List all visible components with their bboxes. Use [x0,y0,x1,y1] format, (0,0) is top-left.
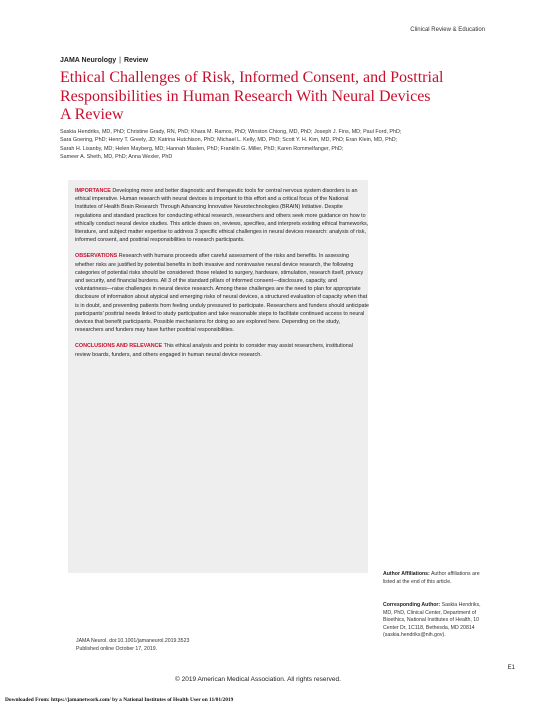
corresponding-label: Corresponding Author: [383,602,441,608]
title-line-2: Responsibilities in Human Research With Neural Devices [60,87,431,105]
affiliations-text: Author affiliations are listed at the end of this article. [383,571,480,585]
author-list [60,128,490,161]
author-line: Sameer A. Sheth, MD, PhD; Anna Wexler, PhD [60,153,173,160]
importance-label: IMPORTANCE [75,188,111,194]
section-label: Clinical Review & Education [410,27,485,33]
abstract-conclusions [75,342,369,358]
affiliations-label: Author Affiliations: [383,571,430,577]
download-notice: Downloaded From: https://jamanetwork.com/ by a National Institutes of Health User on 11/01/2019 [5,697,234,703]
conclusions-text: This ethical analysis and points to consider may assist researchers, institutional review boards, funders, and others engaged in human neural device research. [75,343,353,358]
article-title [60,69,480,125]
abstract-observations [75,252,369,334]
article-type: Review [123,57,149,64]
citation-block [76,638,276,653]
doi-line[interactable]: JAMA Neurol. doi:10.1001/jamaneurol.2019.3523 [76,638,190,644]
published-line: Published online October 17, 2019. [76,645,158,652]
journal-name: JAMA Neurology [60,57,117,64]
title-line-3: A Review [60,106,124,123]
observations-label: OBSERVATIONS [75,253,118,260]
corresponding-text[interactable]: Saskia Hendriks, MD, PhD, Clinical Center, Department of Bioethics, National Institutes of Health, 10 Center Dr, 1C118, Bethesda, MD 20814 (saskia.hendriks@nih.gov). [383,602,481,639]
journal-kicker [60,57,148,64]
abstract-text [75,187,369,367]
author-affiliations [383,571,483,586]
author-line: Sara Goering, PhD; Henry T. Greely, JD; Katrina Hutchison, PhD; Michael L. Kelly, MD, PhD; Scott Y. H. Kim, MD, PhD; Eran Klein, MD, PhD; [60,137,398,144]
abstract-importance [75,187,369,244]
abstract-box [68,180,368,573]
title-line-1: Ethical Challenges of Risk, Informed Consent, and Posttrial [60,69,444,86]
importance-text: Developing more and better diagnostic and therapeutic tools for central nervous system disorders is an ethical imperative. Human research with neural devices is important to this effort and a critical focus of the National Institutes of Health Brain Research Through Advancing Innovative Neurotechnologies (BRAIN) Initiative. Despite regulations and standard practices for conducting ethical research, researchers and others seek more guidance on how to ethically conduct neural device studies. This article draws on, reviews, specifies, and interprets existing ethical frameworks, literature, and subject matter expertise to address 3 specific ethical challenges in neural devices research: analysis of risk, informed consent, and posttrial responsibilities to research participants. [75,188,369,244]
author-line: Saskia Hendriks, MD, PhD; Christine Grady, RN, PhD; Khara M. Ramos, PhD; Winston Chiong, MD, PhD; Joseph J. Fins, MD; Paul Ford, PhD; [60,129,402,135]
observations-text: Research with humans proceeds after careful assessment of the risks and benefits. In assessing whether risks are justified by potential benefits in both invasive and noninvasive neural device research, the following categories of potential risks should be considered: those related to surgery, hardware, stimulation, research itself, privacy and security, and financial burdens. All 3 of the standard pillars of informed consent—disclosure, capacity, and voluntariness—raise challenges in neural device research. Among these challenges are the need to plan for appropriate disclosure of information about atypical and emerging risks of neural devices, a structured evaluation of capacity when that is in doubt, and preventing patients from feeling unduly pressured to participate. Researchers and funders should anticipate participants' posttrial needs linked to study participation and take reasonable steps to facilitate continued access to neural devices that benefit participants. Possible mechanisms for doing so are explored here. Depending on the study, researchers and funders may have further posttrial responsibilities. [75,253,369,334]
kicker-separator: | [119,57,121,64]
conclusions-label: CONCLUSIONS AND RELEVANCE [75,343,163,350]
corresponding-author [383,602,483,640]
copyright-notice: © 2019 American Medical Association. All rights reserved. [175,676,341,683]
author-line: Sarah H. Lisanby, MD; Helen Mayberg, MD; Hannah Maslen, PhD; Franklin G. Miller, PhD; Karen Rommelfanger, PhD; [60,145,344,152]
page-number: E1 [507,665,515,671]
